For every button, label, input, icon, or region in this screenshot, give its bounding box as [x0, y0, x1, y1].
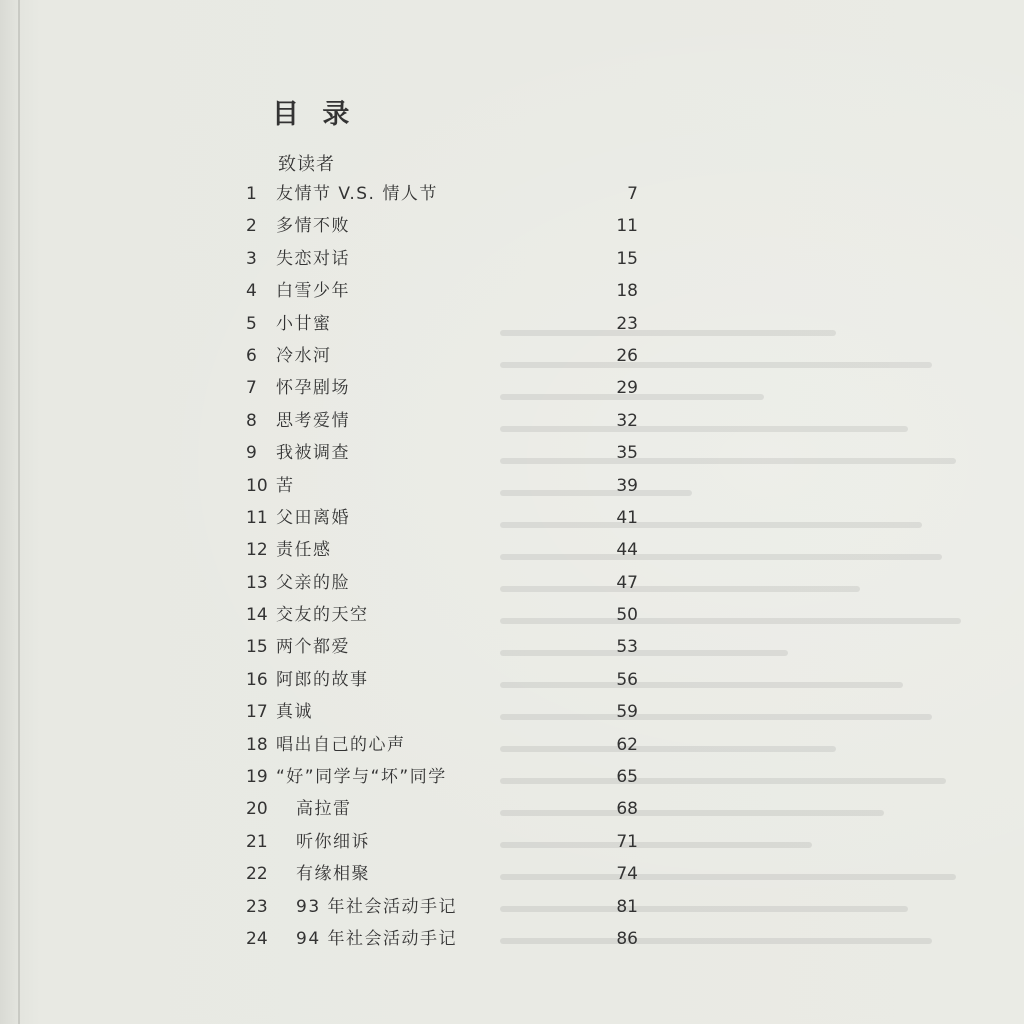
toc-entry-page: 23	[616, 313, 638, 334]
toc-entry-title: 阿郎的故事	[276, 669, 369, 690]
toc-entry-number: 1	[246, 184, 257, 204]
toc-entry-page: 71	[616, 831, 638, 852]
toc-entry-page: 53	[616, 637, 638, 658]
toc-entry-number: 10	[246, 475, 268, 496]
toc-entry[interactable]	[246, 308, 646, 340]
toc-entry-page: 65	[616, 767, 638, 788]
toc-entry-number: 11	[246, 507, 268, 528]
toc-entry-title: 真诚	[276, 702, 313, 723]
toc-entry-page: 29	[616, 378, 638, 399]
toc-entry-title: 交友的天空	[276, 605, 369, 626]
toc-entry-number: 8	[246, 410, 257, 431]
toc-entry-page: 7	[627, 184, 638, 204]
toc-entry-page: 15	[616, 248, 638, 269]
toc-entry-title: 苦	[276, 475, 295, 496]
toc-entry-title: 父亲的脸	[276, 572, 350, 593]
toc-entry[interactable]	[246, 243, 646, 275]
toc-entry-number: 13	[246, 572, 268, 593]
toc-entry[interactable]	[246, 826, 646, 858]
toc-entry-number: 12	[246, 540, 268, 561]
toc-entry[interactable]	[246, 372, 646, 404]
toc-entry-number: 7	[246, 378, 257, 399]
toc-entry[interactable]	[246, 923, 646, 955]
toc-entry-title: 94 年社会活动手记	[296, 928, 458, 949]
toc-entry-number: 23	[246, 896, 268, 917]
toc-entry-page: 81	[616, 896, 638, 917]
toc-entry[interactable]	[246, 696, 646, 728]
toc-entry[interactable]	[246, 210, 646, 242]
toc-entry-number: 24	[246, 928, 268, 949]
toc-entry-title: 父田离婚	[276, 507, 350, 528]
toc-entry[interactable]	[246, 534, 646, 566]
page-gutter	[18, 0, 20, 1024]
toc-entry-title: 友情节 V.S. 情人节	[276, 184, 438, 204]
toc-entry-number: 16	[246, 669, 268, 690]
toc-entry-title: 有缘相聚	[296, 864, 370, 885]
toc-entry[interactable]	[246, 502, 646, 534]
toc-entry-title: 思考爱情	[276, 410, 350, 431]
toc-entry-title: 白雪少年	[276, 281, 350, 302]
toc-entry-page: 44	[616, 540, 638, 561]
toc-entry-number: 6	[246, 345, 257, 366]
toc-entry-title: 我被调查	[276, 443, 350, 464]
toc-entry-title: 失恋对话	[276, 248, 350, 269]
toc-entry-title: 怀孕剧场	[276, 378, 350, 399]
toc-entry-title: 高拉雷	[296, 799, 352, 820]
toc-entry-number: 15	[246, 637, 268, 658]
toc-entry-number: 19	[246, 767, 268, 788]
toc-entry-number: 22	[246, 864, 268, 885]
toc-entry-title: 冷水河	[276, 345, 332, 366]
toc-entry[interactable]	[246, 405, 646, 437]
toc-entry-title: “好”同学与“坏”同学	[276, 767, 447, 788]
toc-entry-title: 听你细诉	[296, 831, 370, 852]
toc-entry-title: 责任感	[276, 540, 332, 561]
toc-entry-page: 35	[616, 443, 638, 464]
toc-entry-page: 18	[616, 281, 638, 302]
toc-entry[interactable]	[246, 340, 646, 372]
toc-entry[interactable]	[246, 437, 646, 469]
toc-entry-page: 11	[616, 216, 638, 237]
toc-entry-title: 两个都爱	[276, 637, 350, 658]
toc-entry-page: 62	[616, 734, 638, 755]
toc-entry-number: 21	[246, 831, 268, 852]
toc-entry-page: 74	[616, 864, 638, 885]
toc-preface: 致读者	[278, 154, 335, 175]
toc-entry[interactable]	[246, 761, 646, 793]
toc-entry[interactable]	[246, 567, 646, 599]
toc-entry[interactable]	[246, 793, 646, 825]
page-title: 目 录	[272, 99, 357, 130]
toc-entry-number: 18	[246, 734, 268, 755]
toc-entry-title: 多情不败	[276, 216, 350, 237]
toc-entry[interactable]	[246, 599, 646, 631]
toc-entry-page: 50	[616, 605, 638, 626]
toc-entry-page: 59	[616, 702, 638, 723]
toc-entry-page: 39	[616, 475, 638, 496]
toc-entry-number: 5	[246, 313, 257, 334]
toc-entry-page: 47	[616, 572, 638, 593]
toc-entry[interactable]	[246, 470, 646, 502]
toc-entry[interactable]	[246, 275, 646, 307]
toc-entry-number: 17	[246, 702, 268, 723]
toc-list	[246, 178, 646, 955]
toc-entry-title: 93 年社会活动手记	[296, 896, 458, 917]
toc-entry[interactable]	[246, 891, 646, 923]
toc-entry[interactable]	[246, 178, 646, 210]
toc-entry[interactable]	[246, 664, 646, 696]
toc-entry-page: 32	[616, 410, 638, 431]
toc-entry-page: 26	[616, 345, 638, 366]
toc-entry-number: 20	[246, 799, 268, 820]
toc-entry-number: 4	[246, 281, 257, 302]
toc-entry-title: 小甘蜜	[276, 313, 332, 334]
toc-entry-title: 唱出自己的心声	[276, 734, 406, 755]
toc-entry-page: 86	[616, 928, 638, 949]
toc-entry-page: 41	[616, 507, 638, 528]
toc-entry-page: 68	[616, 799, 638, 820]
toc-entry-number: 9	[246, 443, 257, 464]
toc-entry-number: 3	[246, 248, 257, 269]
toc-entry[interactable]	[246, 858, 646, 890]
toc-entry[interactable]	[246, 729, 646, 761]
toc-entry[interactable]	[246, 631, 646, 663]
toc-entry-page: 56	[616, 669, 638, 690]
toc-entry-number: 14	[246, 605, 268, 626]
toc-entry-number: 2	[246, 216, 257, 237]
